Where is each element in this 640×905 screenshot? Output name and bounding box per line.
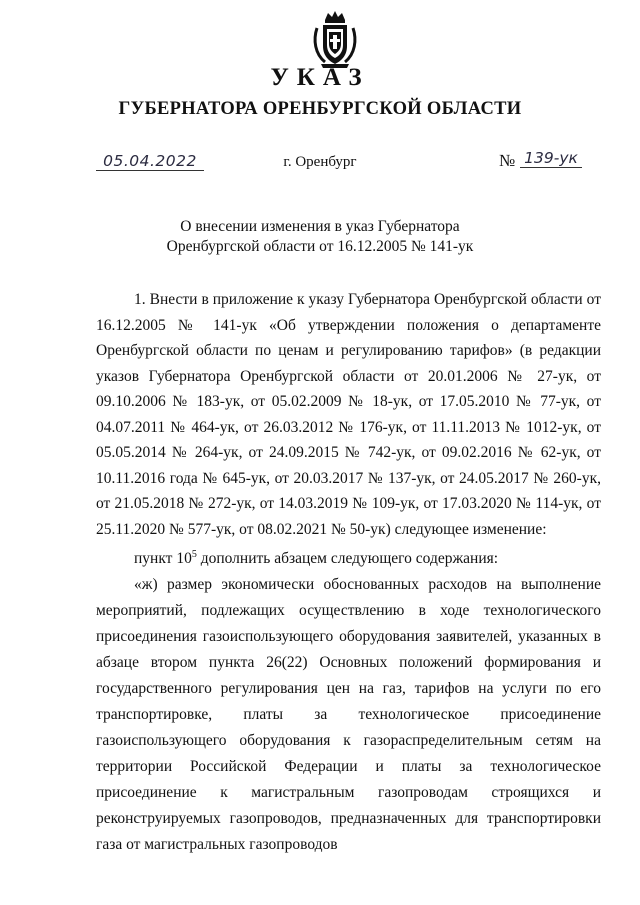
decree-subject <box>0 217 640 257</box>
document-type-title: УКАЗ <box>270 64 370 91</box>
decree-city: г. Оренбург <box>283 154 357 170</box>
paragraph-2-end: дополнить абзацем следующего содержания: <box>196 550 499 568</box>
paragraph-2-superscript: 5 <box>191 549 197 560</box>
issuer-title: ГУБЕРНАТОРА ОРЕНБУРГСКОЙ ОБЛАСТИ <box>118 99 522 119</box>
subject-line-1: О внесении изменения в указ Губернатора <box>180 218 460 235</box>
number-sign: № <box>499 151 516 170</box>
decree-body <box>96 287 601 858</box>
coat-of-arms-emblem <box>311 10 359 68</box>
paragraph-3: «ж) размер экономически обоснованных расходов на выполнение мероприятий, подлежащих осуществлению в ходе технологического присоединения газоиспользующего оборудования заявителей, указанных в абзаце втором пункта 26(22) Основных положений формирования и государственного регулирования цен на газ, тарифов на услуги по его транспортировке, платы за технологическое присоединение газоиспользующего оборудования к газораспределительным сетям на территории Российской Федерации и платы за технологическое присоединение к магистральным газопроводам строящихся и реконструируемых газопроводов, предназначенных для транспортировки газа от магистральных газопроводов <box>96 576 601 854</box>
paragraph-2-start: пункт 10 <box>134 550 192 568</box>
decree-date: 05.04.2022 <box>96 152 204 171</box>
decree-number: 139-ук <box>520 149 582 168</box>
paragraph-2 <box>96 542 601 572</box>
subject-line-2: Оренбургской области от 16.12.2005 № 141-ук <box>166 238 474 255</box>
paragraph-1: 1. Внести в приложение к указу Губернатора Оренбургской области от 16.12.2005 № 141-ук «Об утверждении положения о департаменте Оренбургской области по ценам и регулированию тарифов» (в редакции указов Губернатора Оренбургской области от 20.01.2006 № 27-ук, от 09.10.2006 № 183-ук, от 05.02.2009 № 18-ук, от 17.05.2010 № 77-ук, от 04.07.2011 № 464-ук, от 26.03.2012 № 176-ук, от 11.11.2013 № 1012-ук, от 05.05.2014 № 264-ук, от 24.09.2015 № 742-ук, от 09.02.2016 № 62-ук, от 10.11.2016 года № 645-ук, от 20.03.2017 № 137-ук, от 24.05.2017 № 260-ук, от 21.05.2018 № 272-ук, от 14.03.2019 № 109-ук, от 17.03.2020 № 114-ук, от 25.11.2020 № 577-ук, от 08.02.2021 № 50-ук) следующее изменение: <box>96 291 601 538</box>
